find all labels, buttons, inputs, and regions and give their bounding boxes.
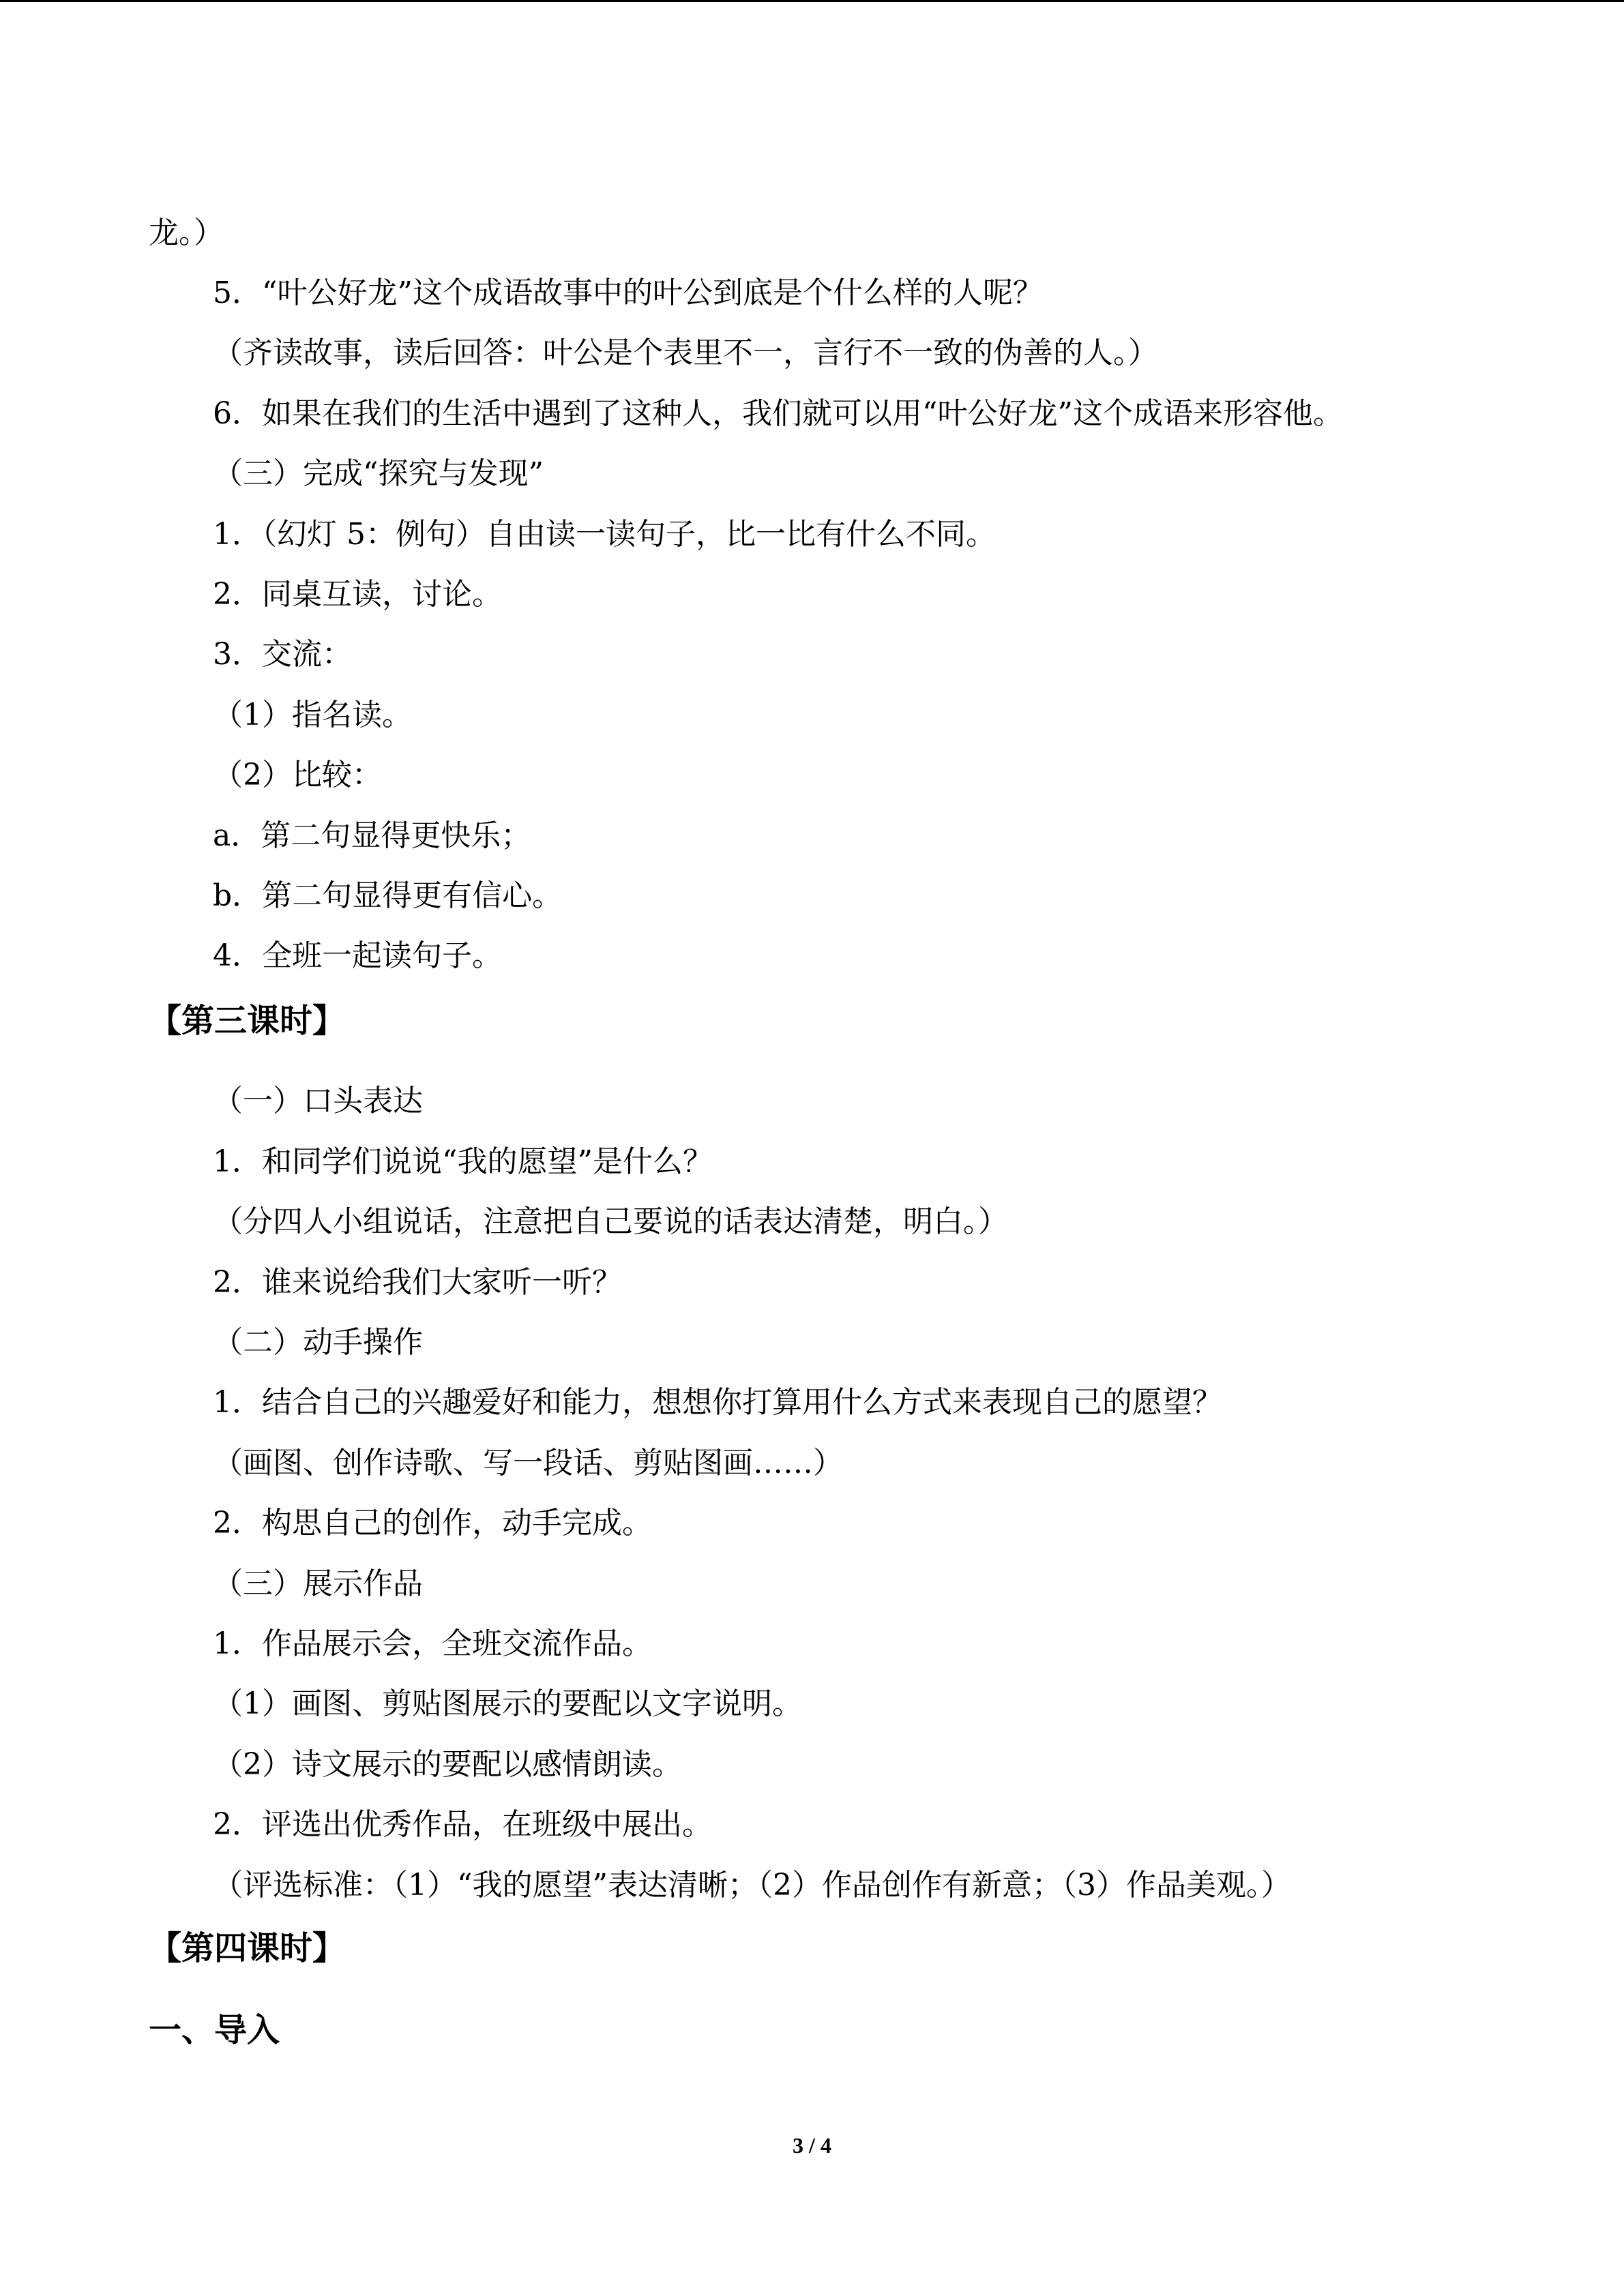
text-line: （一）口头表达: [213, 1084, 423, 1118]
text-line: b．第二句显得更有信心。: [213, 878, 563, 913]
text-line: 3．交流：: [213, 637, 352, 672]
text-line: （2）比较：: [213, 758, 382, 792]
text-line: 6．如果在我们的生活中遇到了这种人，我们就可以用“叶公好龙”这个成语来形容他。: [213, 396, 1343, 431]
text-line: 2．同桌互读，讨论。: [213, 577, 502, 612]
text-line: a．第二句显得更快乐；: [213, 818, 531, 853]
text-line: （评选标准：（1）“我的愿望”表达清晰；（2）作品创作有新意；（3）作品美观。）: [213, 1868, 1291, 1903]
text-line: 1．（幻灯 5：例句）自由读一读句子，比一比有什么不同。: [213, 517, 996, 552]
text-line: （1）画图、剪贴图展示的要配以文字说明。: [213, 1686, 802, 1721]
page-number: 3 / 4: [793, 2133, 831, 2158]
text-line: 2．谁来说给我们大家听一听？: [213, 1265, 622, 1300]
text-line: （三）展示作品: [213, 1566, 423, 1601]
text-line: （二）动手操作: [213, 1325, 423, 1360]
section-heading-intro: 一、导入: [149, 2011, 280, 2049]
text-line: 2．评选出优秀作品，在班级中展出。: [213, 1807, 712, 1842]
text-line: （三）完成“探究与发现”: [213, 456, 544, 491]
top-border-rule: [0, 0, 1624, 2]
text-line: 龙。）: [149, 215, 224, 250]
text-line: 1．作品展示会，全班交流作品。: [213, 1626, 652, 1661]
text-line: 5．“叶公好龙”这个成语故事中的叶公到底是个什么样的人呢？: [213, 275, 1043, 310]
text-line: 1．结合自己的兴趣爱好和能力，想想你打算用什么方式来表现自己的愿望？: [213, 1385, 1222, 1420]
text-line: 4．全班一起读句子。: [213, 938, 502, 973]
section-heading-lesson-4: 【第四课时】: [149, 1929, 346, 1967]
text-line: （2）诗文展示的要配以感情朗读。: [213, 1747, 682, 1782]
text-line: （1）指名读。: [213, 698, 412, 732]
text-line: （分四人小组说话，注意把自己要说的话表达清楚，明白。）: [213, 1204, 1008, 1239]
section-heading-lesson-3: 【第三课时】: [149, 1002, 346, 1040]
text-line: 1．和同学们说说“我的愿望”是什么？: [213, 1144, 713, 1179]
text-line: （齐读故事，读后回答：叶公是个表里不一，言行不一致的伪善的人。）: [213, 336, 1158, 370]
text-line: （画图、创作诗歌、写一段话、剪贴图画……）: [213, 1446, 843, 1480]
text-line: 2．构思自己的创作，动手完成。: [213, 1506, 652, 1540]
